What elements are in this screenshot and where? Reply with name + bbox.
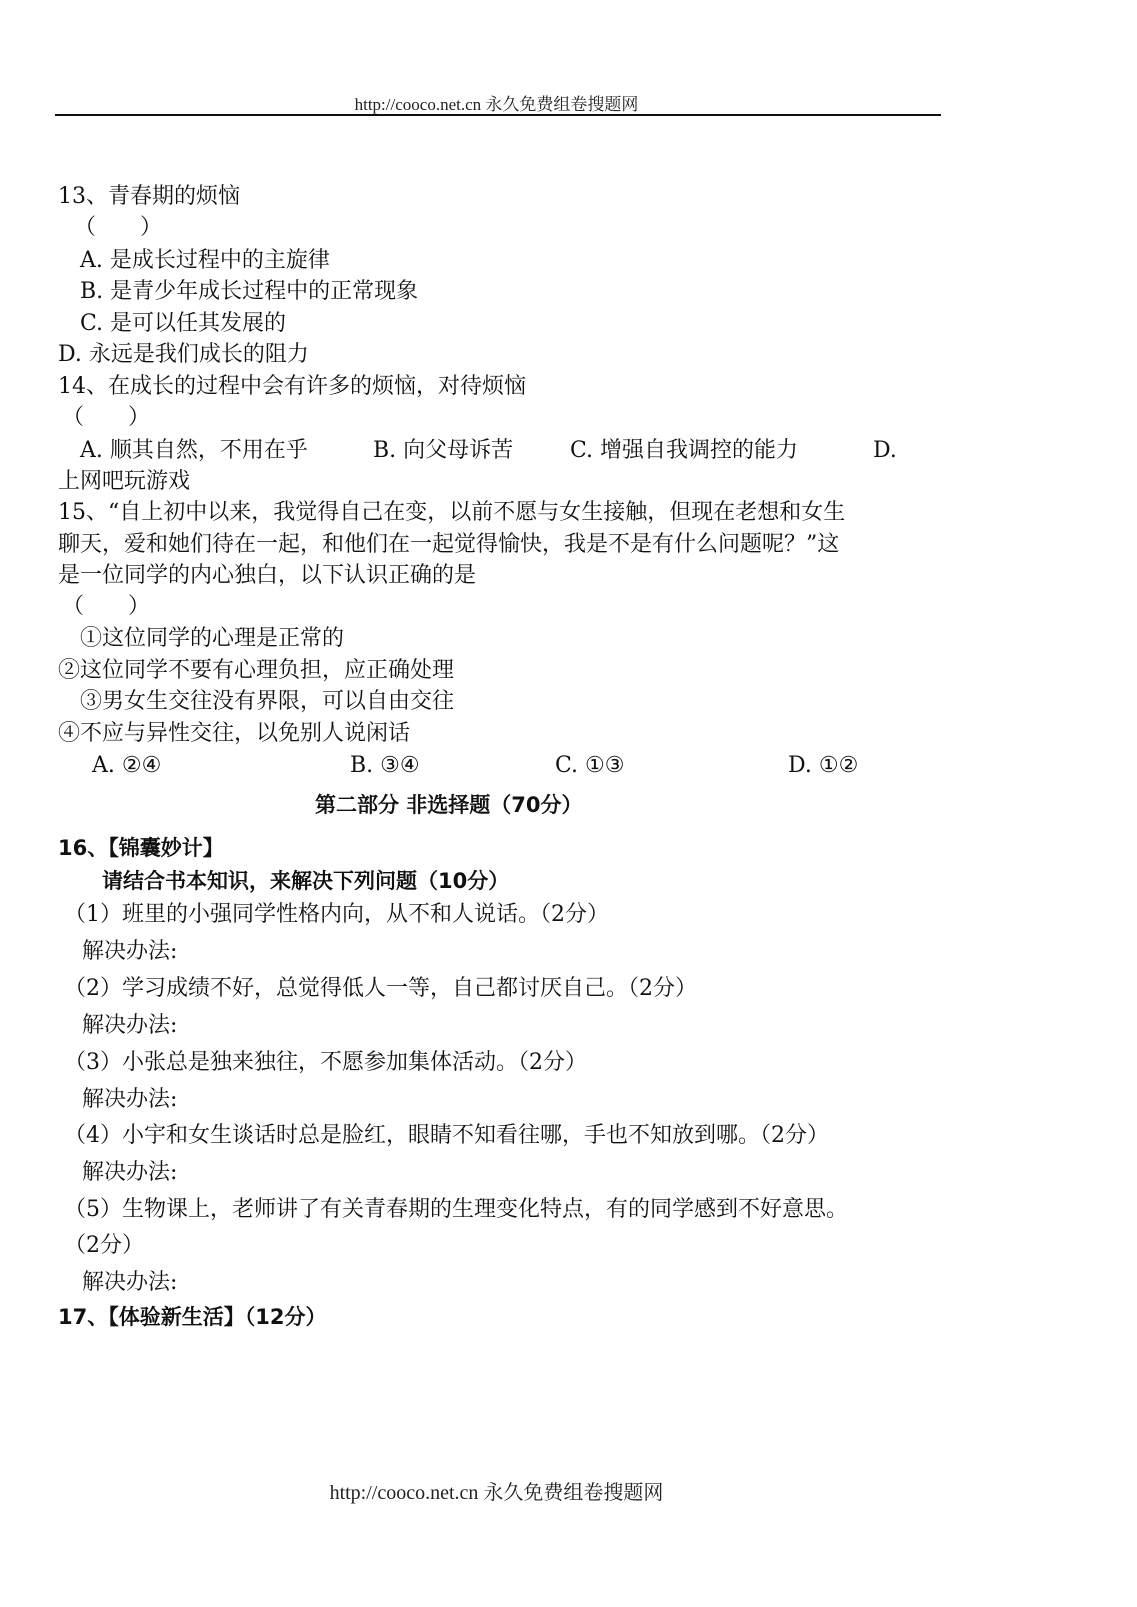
q14-option-c: C. 增强自我调控的能力: [570, 438, 799, 463]
q14-option-a: A. 顺其自然，不用在乎: [80, 438, 308, 463]
q15-statement-4: ④不应与异性交往，以免别人说闲话: [58, 721, 411, 746]
q15-statement-2: ②这位同学不要有心理负担，应正确处理: [58, 658, 455, 683]
q16-item-4-solution: 解决办法:: [82, 1160, 178, 1185]
footer-text: http://cooco.net.cn 永久免费组卷搜题网: [329, 1482, 664, 1504]
q13-answer-blank: （ ）: [74, 215, 163, 240]
q17-heading: 17、【体验新生活】（12分）: [58, 1305, 327, 1329]
page-header: [0, 90, 1137, 115]
q15-stem-line3: 是一位同学的内心独白，以下认识正确的是: [58, 563, 477, 588]
q14-option-d: D.: [873, 438, 897, 463]
q15-statement-3: ③男女生交往没有界限，可以自由交往: [80, 689, 455, 714]
q16-heading: 16、【锦囊妙计】: [58, 836, 224, 860]
q16-item-2-solution: 解决办法:: [82, 1013, 178, 1038]
q15-option-a: A. ②④: [92, 753, 162, 778]
header-text: http://cooco.net.cn 永久免费组卷搜题网: [354, 95, 639, 114]
q16-item-1-solution: 解决办法:: [82, 939, 178, 964]
page-footer: [0, 1476, 1137, 1505]
q16-item-2: （2）学习成绩不好，总觉得低人一等，自己都讨厌自己。（2分）: [64, 976, 697, 1001]
q15-statement-1: ①这位同学的心理是正常的: [80, 626, 345, 651]
q13-stem: 13、青春期的烦恼: [58, 184, 240, 209]
section-two-title: 第二部分 非选择题（70分）: [315, 793, 583, 817]
q13-option-a: A. 是成长过程中的主旋律: [80, 248, 330, 273]
q13-option-d: D. 永远是我们成长的阻力: [58, 342, 309, 367]
q16-instruction: 请结合书本知识，来解决下列问题（10分）: [102, 869, 510, 893]
q16-item-5: （5）生物课上，老师讲了有关青春期的生理变化特点，有的同学感到不好意思。: [64, 1197, 848, 1222]
q14-stem: 14、在成长的过程中会有许多的烦恼，对待烦恼: [58, 374, 526, 399]
q13-option-c: C. 是可以任其发展的: [80, 311, 287, 336]
q16-item-3-solution: 解决办法:: [82, 1087, 178, 1112]
q13-option-b: B. 是青少年成长过程中的正常现象: [80, 279, 419, 304]
q15-option-b: B. ③④: [350, 753, 420, 778]
header-rule: [55, 114, 941, 116]
q15-option-d: D. ①②: [788, 753, 859, 778]
q14-option-b: B. 向父母诉苦: [373, 438, 514, 463]
q15-option-c: C. ①③: [555, 753, 625, 778]
q14-option-d-cont: 上网吧玩游戏: [58, 469, 191, 494]
q16-item-3: （3）小张总是独来独往，不愿参加集体活动。（2分）: [64, 1050, 587, 1075]
q14-answer-blank: （ ）: [62, 405, 151, 430]
q15-stem-line1: 15、“自上初中以来，我觉得自己在变，以前不愿与女生接触，但现在老想和女生: [58, 500, 846, 525]
q16-item-5-solution: 解决办法:: [82, 1270, 178, 1295]
q16-item-1: （1）班里的小强同学性格内向，从不和人说话。（2分）: [64, 902, 609, 927]
q15-stem-line2: 聊天，爱和她们待在一起，和他们在一起觉得愉快，我是不是有什么问题呢？”这: [58, 532, 840, 557]
q16-item-5-points: （2分）: [64, 1233, 144, 1258]
q16-item-4: （4）小宇和女生谈话时总是脸红，眼睛不知看往哪，手也不知放到哪。（2分）: [64, 1123, 829, 1148]
q15-answer-blank: （ ）: [62, 594, 151, 619]
